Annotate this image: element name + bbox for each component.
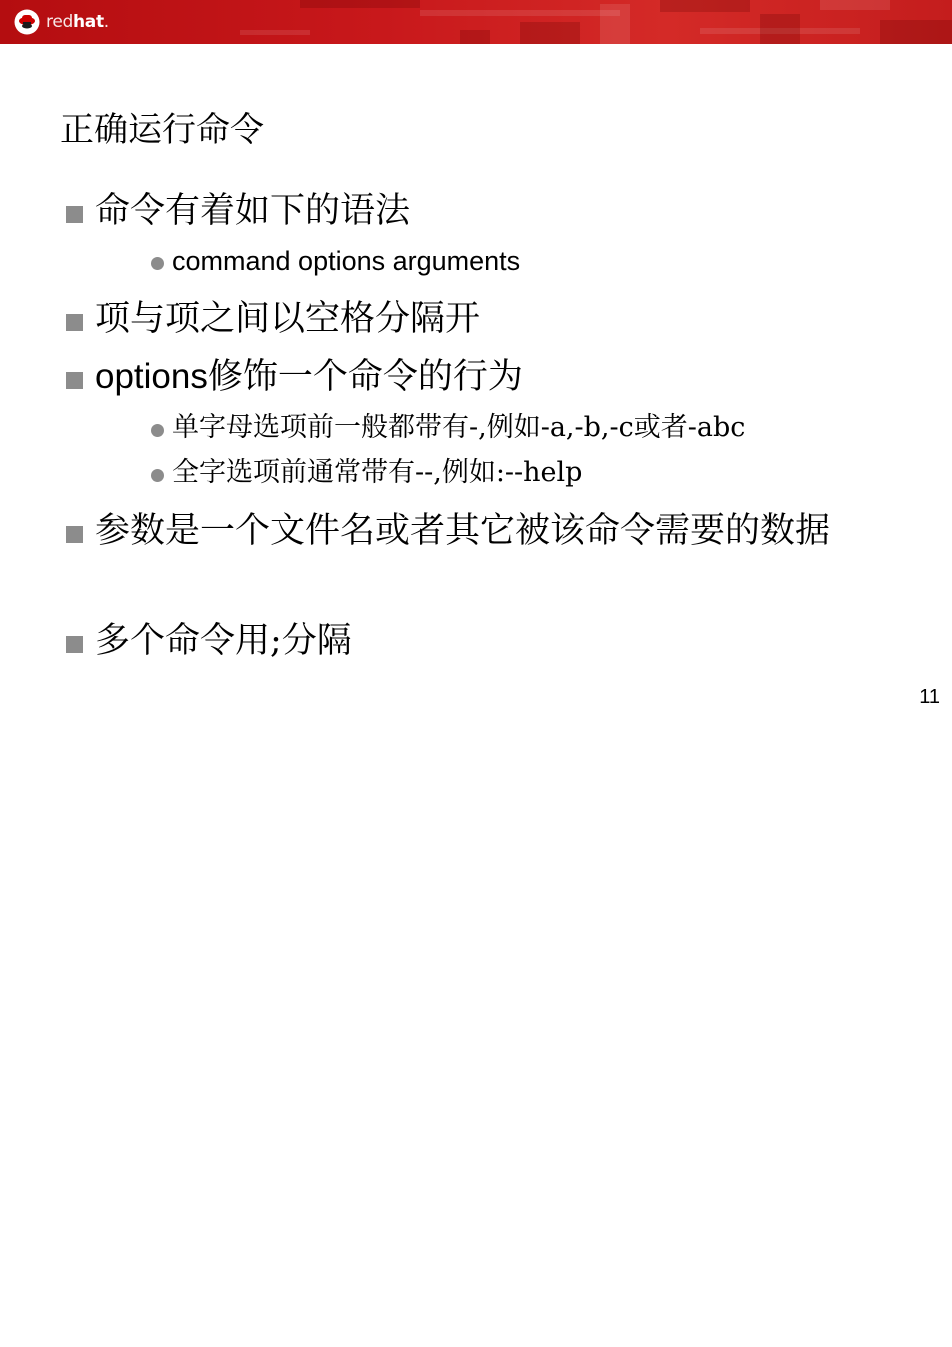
round-bullet-icon bbox=[151, 424, 164, 437]
bullet-text-latin: options bbox=[95, 357, 208, 396]
square-bullet-icon bbox=[66, 636, 83, 653]
square-bullet-icon bbox=[66, 526, 83, 543]
brand-wordmark: redhat. bbox=[46, 12, 109, 32]
square-bullet-icon bbox=[66, 206, 83, 223]
slide-title: 正确运行命令 bbox=[60, 110, 264, 150]
shadowman-icon bbox=[14, 9, 40, 35]
round-bullet-icon bbox=[151, 257, 164, 270]
sub-bullet-text: 单字母选项前一般都带有-,例如-a,-b,-c或者-abc bbox=[172, 412, 746, 443]
sub-bullet-text: command options arguments bbox=[172, 246, 521, 276]
square-bullet-icon bbox=[66, 372, 83, 389]
bullet-text bbox=[95, 352, 523, 402]
redhat-logo bbox=[14, 9, 109, 35]
bullet-text-rest: 修饰一个命令的行为 bbox=[207, 357, 523, 397]
bullet-text: 命令有着如下的语法 bbox=[95, 191, 411, 231]
bullet-text: 项与项之间以空格分隔开 bbox=[95, 299, 481, 339]
sub-bullet-text: 全字选项前通常带有--,例如:--help bbox=[172, 457, 583, 488]
square-bullet-icon bbox=[66, 314, 83, 331]
bullet-text: 参数是一个文件名或者其它被该命令需要的数据 bbox=[95, 511, 831, 551]
page-number: 11 bbox=[919, 686, 940, 708]
header-banner bbox=[0, 0, 952, 44]
bullet-text: 多个命令用;分隔 bbox=[95, 621, 352, 661]
round-bullet-icon bbox=[151, 469, 164, 482]
